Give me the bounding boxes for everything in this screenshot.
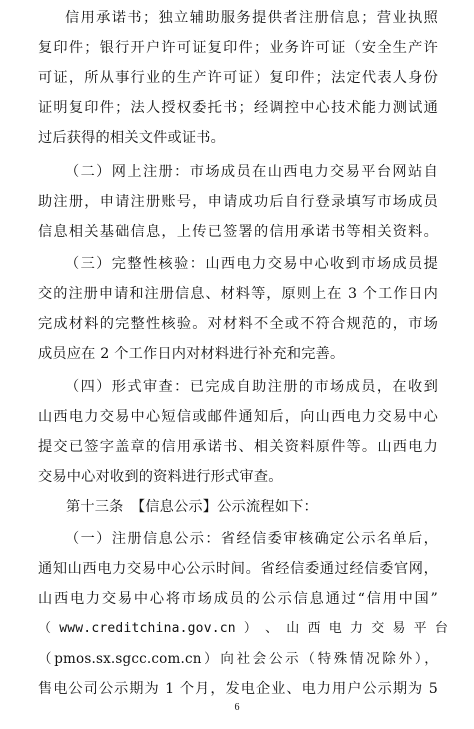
paragraph-online-registration-line-2: 助注册，申请注册账号，申请成功后自行登录填写市场成员 (38, 194, 438, 210)
text-line-4: 证明复印件；法人授权委托书；经调控中心技术能力测试通 (38, 100, 438, 116)
text-line-5: 过后获得的相关文件或证书。 (38, 130, 226, 146)
paragraph-online-registration-line-1: （二）网上注册：市场成员在山西电力交易平台网站自 (65, 164, 438, 180)
paragraph-completeness-check-line-4: 成员应在 2 个工作日内对材料进行补充和完善。 (38, 346, 345, 362)
paragraph-completeness-check-line-2: 交的注册申请和注册信息、材料等，原则上在 3 个工作日内 (38, 286, 438, 302)
paragraph-registration-publicity-line-5: （pmos.sx.sgcc.com.cn）向社会公示（特殊情况除外）， (38, 651, 438, 667)
article-thirteen-heading: 第十三条 【信息公示】公示流程如下： (66, 499, 318, 515)
paragraph-registration-publicity-line-6: 售电公司公示期为 1 个月，发电企业、电力用户公示期为 5 (38, 681, 438, 697)
page-number: 6 (234, 702, 240, 713)
paragraph-formal-review-line-2: 山西电力交易中心短信或邮件通知后，向山西电力交易中心 (38, 409, 438, 425)
text-line-2: 复印件；银行开户许可证复印件；业务许可证（安全生产许 (38, 40, 438, 56)
paragraph-completeness-check-line-1: （三）完整性核验：山西电力交易中心收到市场成员提 (65, 256, 438, 272)
paragraph-registration-publicity-line-2: 通知山西电力交易中心公示时间。省经信委通过经信委官网， (38, 561, 438, 577)
paragraph-formal-review-line-1: （四）形式审查：已完成自助注册的市场成员，在收到 (65, 379, 438, 395)
paragraph-registration-publicity-line-4: （ www.creditchina.gov.cn ） 、 山 西 电 力 交 易 平 台 (38, 621, 449, 636)
paragraph-registration-publicity-line-1: （一）注册信息公示：省经信委审核确定公示名单后， (65, 531, 438, 547)
text-line-1: 信用承诺书；独立辅助服务提供者注册信息；营业执照 (65, 10, 438, 26)
paragraph-online-registration-line-3: 信息相关基础信息，上传已签署的信用承诺书等相关资料。 (38, 224, 438, 240)
paragraph-formal-review-line-4: 交易中心对收到的资料进行形式审查。 (38, 469, 283, 485)
paragraph-registration-publicity-line-3: 山西电力交易中心将市场成员的公示信息通过“信用中国” (38, 591, 438, 607)
text-line-3: 可证，所从事行业的生产许可证）复印件；法定代表人身份 (38, 70, 438, 86)
paragraph-completeness-check-line-3: 完成材料的完整性核验。对材料不全或不符合规范的，市场 (38, 316, 438, 332)
paragraph-formal-review-line-3: 提交已签字盖章的信用承诺书、相关资料原件等。山西电力 (38, 439, 438, 455)
